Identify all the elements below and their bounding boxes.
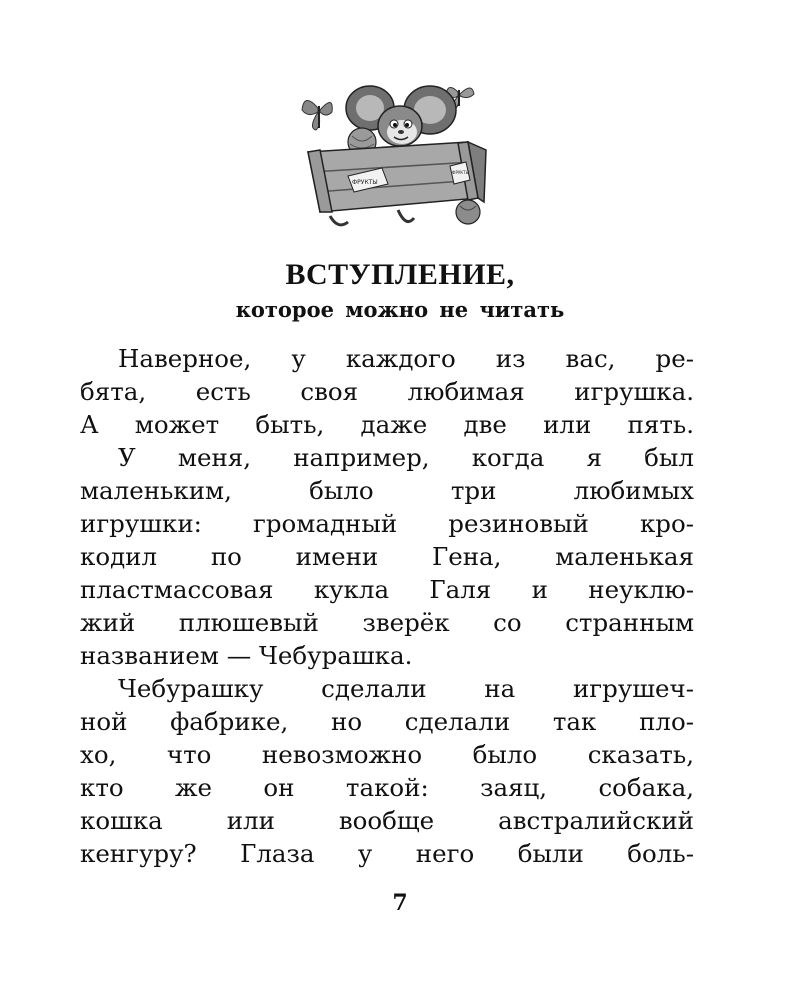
- text-line: А может быть, даже две или пять.: [80, 410, 694, 439]
- svg-text:ФРУКТЫ: ФРУКТЫ: [352, 179, 378, 186]
- text-line: У меня, например, когда я был: [118, 443, 694, 472]
- text-line: пластмассовая кукла Галя и неуклю-: [80, 575, 694, 604]
- text-line: маленьким, было три любимых: [80, 476, 694, 505]
- chapter-title: ВСТУПЛЕНИЕ,: [285, 258, 515, 291]
- text-line: ной фабрике, но сделали так пло-: [80, 707, 694, 736]
- chapter-subtitle: которое можно не читать: [235, 297, 565, 322]
- body-text: [80, 342, 694, 870]
- text-line: жий плюшевый зверёк со странным: [80, 608, 694, 637]
- cheburashka-in-crate-illustration: [290, 80, 500, 240]
- svg-text:ФРУКТЫ: ФРУКТЫ: [452, 170, 470, 175]
- text-line: бята, есть своя любимая игрушка.: [80, 377, 694, 406]
- text-line: игрушки: громадный резиновый кро-: [80, 509, 694, 538]
- text-line: Чебурашку сделали на игрушеч-: [118, 674, 694, 703]
- text-line: кошка или вообще австралийский: [80, 806, 694, 835]
- crate-label-right: [450, 162, 470, 184]
- text-line: кодил по имени Гена, маленькая: [80, 542, 694, 571]
- page-number: 7: [392, 890, 408, 916]
- butterfly-left-icon: [302, 100, 332, 130]
- text-line: Наверное, у каждого из вас, ре-: [118, 344, 694, 373]
- text-line: хо, что невозможно было сказать,: [80, 740, 694, 769]
- text-line: кенгуру? Глаза у него были боль-: [80, 839, 694, 868]
- text-line: кто же он такой: заяц, собака,: [80, 773, 694, 802]
- text-line: названием — Чебурашка.: [80, 641, 413, 670]
